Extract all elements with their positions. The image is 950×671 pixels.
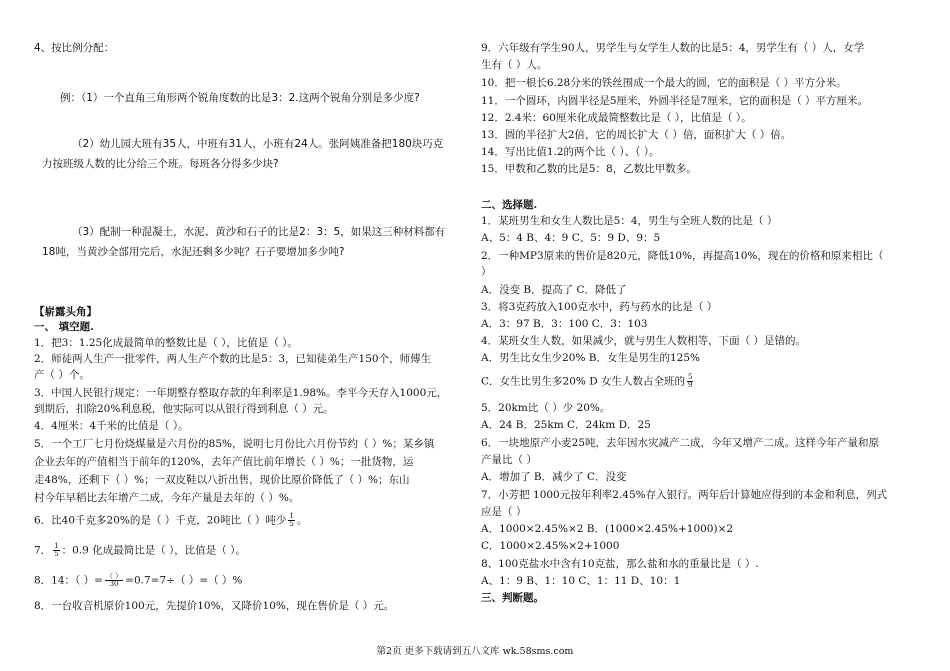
fraction: $\frac{5}{9}$ bbox=[687, 373, 693, 389]
question-7: 7． $\frac{1}{5}$ ：0.9 化成最简比是（ ），比值是（ ）。 bbox=[34, 542, 246, 558]
choice-5: 5．20km比（ ）少 20%。 bbox=[481, 402, 611, 414]
question-2-line-2: 产（ ）个。 bbox=[34, 369, 90, 381]
choice-6-line-2: 产量比（ ） bbox=[481, 454, 537, 466]
question-8: 8．14：（ ）= $\frac{( )}{30}$ =0.7=7÷（ ）=（ ）% bbox=[34, 572, 243, 588]
section-4-title: 4、按比例分配： bbox=[34, 42, 115, 54]
question-9-line-1: 9．六年级有学生90人，男学生与女学生人数的比是5：4，男学生有（ ）人，女学 bbox=[481, 42, 865, 54]
choice-1-options: A、5：4 B、4：9 C、5：9 D、9：5 bbox=[481, 232, 661, 244]
choice-6-options: A．增加了 B．减少了 C．没变 bbox=[481, 471, 627, 483]
example-2-line-2: 力按班级人数的比分给三个班。每班各分得多少块? bbox=[42, 158, 279, 170]
choice-4: 4．某班女生人数，如果减少，就与男生人数相等，下面（ ）是错的。 bbox=[481, 335, 807, 347]
question-6: 6．比40千克多20%的是（ ）千克，20吨比（ ）吨少 $\frac{1}{5}$ 。 bbox=[34, 512, 308, 528]
choice-7-line-2: 应是（ ） bbox=[481, 506, 527, 518]
question-4: 4．4厘米：4千米的比值是（ ）。 bbox=[34, 420, 189, 432]
question-3-line-1: 3．中国人民银行规定：一年期整存整取存款的年利率是1.98%。李平今天存入1000元， bbox=[34, 387, 448, 399]
fraction: $\frac{1}{5}$ bbox=[54, 542, 59, 558]
question-11: 11．一个圆环，内圆半径是5厘米，外圆半径是7厘米，它的面积是（ ）平方厘米。 bbox=[481, 95, 869, 107]
question-5-line-1: 5．一个工厂七月份烧煤量是六月份的85%，说明七月份比六月份节约（ ）%；某乡镇 bbox=[34, 438, 435, 450]
example-1: 例：（1）一个直角三角形两个锐角度数的比是3：2.这两个锐角分别是多少度? bbox=[60, 92, 420, 104]
question-5-line-4: 村今年早稻比去年增产二成，今年产量是去年的（ ）%。 bbox=[34, 492, 300, 504]
question-5-line-3: 走48%，还剩下（ ）%；一双皮鞋以八折出售，现价比原价降低了（ ）%；东山 bbox=[34, 474, 410, 486]
question-14: 14．写出比值1.2的两个比（ ）、（ ）。 bbox=[481, 146, 660, 158]
choice-3-options: A．3：97 B．3：100 C．3：103 bbox=[481, 318, 648, 330]
question-13: 13．圆的半径扩大2倍，它的周长扩大（ ）倍，面积扩大（ ）倍。 bbox=[481, 129, 792, 141]
example-3-line-2: 18吨，当黄沙全部用完后，水泥还剩多少吨？石子要增加多少吨? bbox=[42, 246, 345, 258]
question-5-line-2: 企业去年的产值相当于前年的120%，去年产值比前年增长（ ）%；一批货物，运 bbox=[34, 456, 414, 468]
question-3-line-2: 到期后，扣除20%利息税，他实际可以从银行得到利息（ ）元。 bbox=[34, 403, 334, 415]
choice-8-options: A、1：9 B、1：10 C、1：11 D、10：1 bbox=[481, 575, 681, 587]
choice-5-options: A．24 B．25km C．24km D．25 bbox=[481, 419, 651, 431]
choice-3: 3．将3克药放入100克水中，药与药水的比是（ ） bbox=[481, 301, 718, 313]
fill-section-title: 一、 填空题. bbox=[34, 321, 94, 333]
choice-7-option-c: C．1000×2.45%×2+1000 bbox=[481, 540, 620, 552]
fraction: $\frac{1}{5}$ bbox=[289, 512, 294, 528]
choice-2-options: A．没变 B．提高了 C．降低了 bbox=[481, 284, 627, 296]
choice-section-title: 二、选择题. bbox=[481, 199, 538, 211]
question-2-line-1: 2．师徒两人生产一批零件，两人生产个数的比是5：3，已知徒弟生产150个，师傅生 bbox=[34, 353, 432, 365]
question-1: 1．把3：1.25化成最简单的整数比是（ ），比值是（ ）。 bbox=[34, 337, 298, 349]
choice-6-line-1: 6．一块地原产小麦25吨，去年因水灾减产二成，今年又增产二成。这样今年产量和原 bbox=[481, 437, 880, 449]
question-12: 12．2.4米：60厘米化成最简整数比是（ ），比值是（ ）。 bbox=[481, 112, 752, 124]
choice-7-options-ab: A．1000×2.45%×2 B．(1000×2.45%+1000)×2 bbox=[481, 523, 734, 535]
choice-4-options-ab: A．男生比女生少20% B．女生是男生的125% bbox=[481, 352, 700, 364]
choice-7-line-1: 7．小芳把 1000元按年利率2.45%存入银行。两年后计算她应得到的本金和利息，列式 bbox=[481, 489, 888, 501]
page-footer: 第2页 更多下载请到五八文库 wk.58sms.com bbox=[376, 646, 574, 657]
choice-2-line-1: 2．一种MP3原来的售价是820元，降低10%，再提高10%，现在的价格和原来相比（ bbox=[481, 250, 884, 262]
choice-4-options-cd: C．女生比男生多20% D 女生人数占全班的 $\frac{5}{9}$ bbox=[481, 373, 693, 389]
choice-8: 8、100克盐水中含有10克盐，那么盐和水的重量比是（ ）. bbox=[481, 558, 759, 570]
choice-2-line-2: ） bbox=[481, 266, 492, 278]
section-heading: 【崭露头角】 bbox=[34, 306, 97, 318]
fraction: $\frac{( )}{30}$ bbox=[105, 572, 123, 588]
question-9-line-2: 生有（ ）人。 bbox=[481, 59, 548, 71]
question-15: 15．甲数和乙数的比是5：8，乙数比甲数多。 bbox=[481, 163, 697, 175]
example-2-line-1: （2）幼儿园大班有35人，中班有31人，小班有24人。张阿姨准备把180块巧克 bbox=[72, 138, 444, 150]
choice-1: 1．某班男生和女生人数比是5：4，男生与全班人数的比是（ ） bbox=[481, 215, 778, 227]
example-3-line-1: （3）配制一种混凝土，水泥、黄沙和石子的比是2：3：5，如果这三种材料都有 bbox=[72, 226, 446, 238]
judge-section-title: 三、判断题。 bbox=[481, 592, 544, 604]
question-8b: 8．一台收音机原价100元，先提价10%，又降价10%，现在售价是（ ）元。 bbox=[34, 600, 395, 612]
question-10: 10．把一根长6.28分米的铁丝围成一个最大的圆，它的面积是（ ）平方分米。 bbox=[481, 77, 847, 89]
